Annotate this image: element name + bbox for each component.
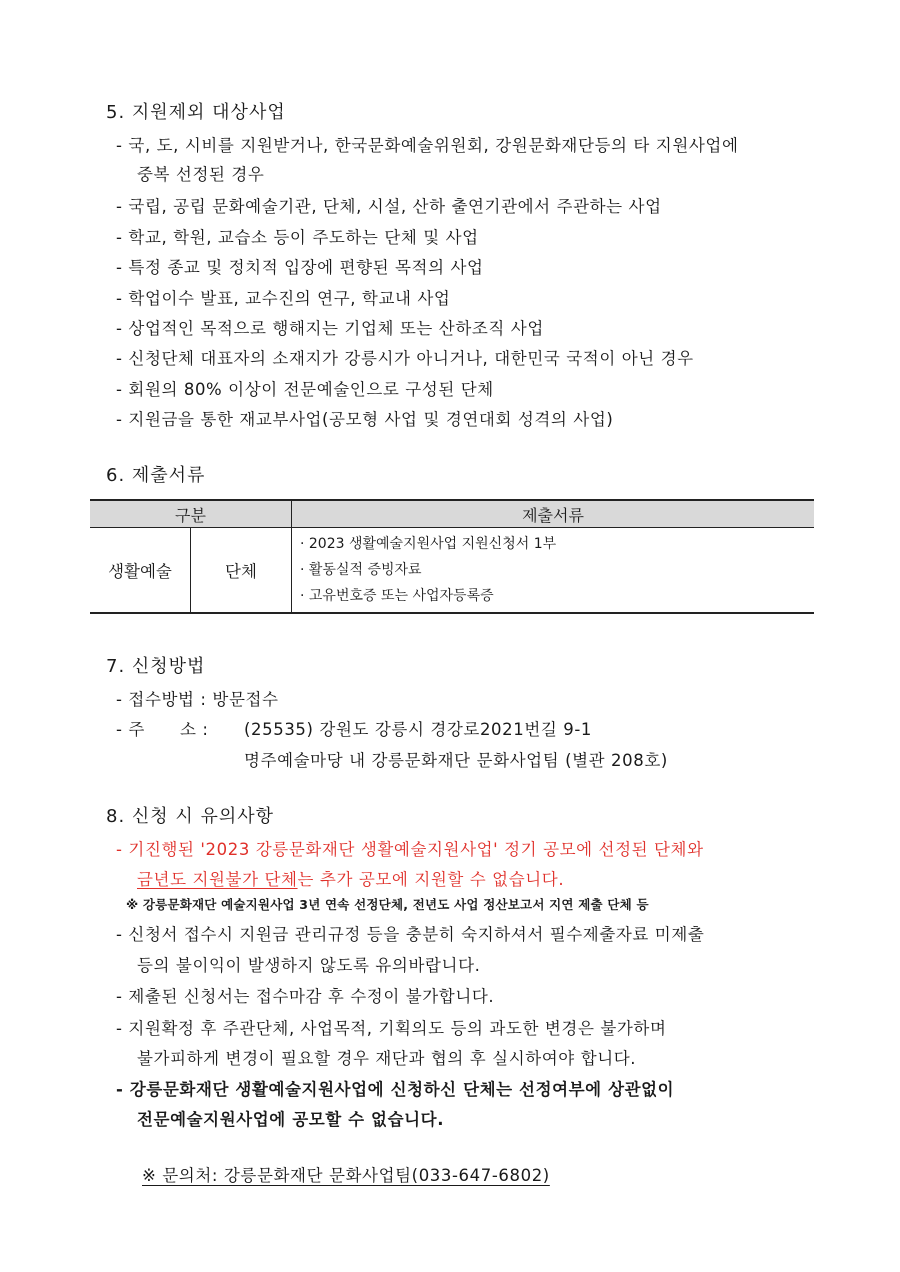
notice-item: - 제출된 신청서는 접수마감 후 수정이 불가합니다.: [116, 987, 495, 1006]
documents-table: [90, 499, 814, 614]
section5-item: - 특정 종교 및 정치적 입장에 편향된 목적의 사업: [116, 258, 484, 277]
notice-red-line-cont: [137, 866, 564, 890]
section5-item: - 국, 도, 시비를 지원받거나, 한국문화예술위원회, 강원문화재단등의 타 지원사업에: [116, 136, 739, 155]
section7-title: 7. 신청방법: [106, 656, 206, 677]
section8-title: 8. 신청 시 유의사항: [106, 806, 275, 827]
section5-item: - 신청단체 대표자의 소재지가 강릉시가 아니거나, 대한민국 국적이 아닌 경우: [116, 349, 694, 368]
notice-item-cont: 등의 불이익이 발생하지 않도록 유의바랍니다.: [137, 956, 481, 975]
table-header-row: [90, 500, 814, 528]
table-header-category: 구분: [90, 500, 292, 528]
table-header-documents: 제출서류: [292, 500, 815, 528]
section6-title: 6. 제출서류: [106, 465, 206, 486]
subcategory-cell: 단체: [191, 528, 292, 614]
notice-red-line: - 기진행된 '2023 강릉문화재단 생활예술지원사업' 정기 공모에 선정된 단체와: [116, 840, 704, 859]
notice-item: - 신청서 접수시 지원금 관리규정 등을 충분히 숙지하셔서 필수제출자료 미제출: [116, 925, 705, 944]
category-cell: 생활예술: [90, 528, 191, 614]
section5-title: 5. 지원제외 대상사업: [106, 102, 286, 123]
ineligible-underlined: 금년도 지원불가 단체: [137, 870, 298, 889]
section5-item: - 국립, 공립 문화예술기관, 단체, 시설, 산하 출연기관에서 주관하는 사업: [116, 197, 662, 216]
inquiry-contact: ※ 문의처: 강릉문화재단 문화사업팀(033-647-6802): [142, 1166, 550, 1185]
section5-item: - 학업이수 발표, 교수진의 연구, 학교내 사업: [116, 289, 451, 308]
document-item: · 활동실적 증빙자료: [300, 562, 422, 578]
section5-item-cont: 중복 선정된 경우: [137, 165, 265, 184]
table-row: [90, 528, 814, 614]
address-label: - 주 소 :: [116, 720, 209, 739]
section5-item: - 상업적인 목적으로 행해지는 기업체 또는 산하조직 사업: [116, 319, 544, 338]
section5-item: - 회원의 80% 이상이 전문예술인으로 구성된 단체: [116, 380, 494, 399]
notice-item: - 지원확정 후 주관단체, 사업목적, 기획의도 등의 과도한 변경은 불가하며: [116, 1019, 667, 1038]
notice-bold-line-cont: 전문예술지원사업에 공모할 수 없습니다.: [137, 1110, 445, 1129]
address-line2: 명주예술마당 내 강릉문화재단 문화사업팀 (별관 208호): [244, 751, 668, 770]
ineligible-note: ※ 강릉문화재단 예술지원사업 3년 연속 선정단체, 전년도 사업 정산보고서 지연 제출 단체 등: [126, 897, 649, 912]
document-item: · 2023 생활예술지원사업 지원신청서 1부: [300, 536, 557, 552]
document-item: · 고유번호증 또는 사업자등록증: [300, 588, 494, 604]
notice-item-cont: 불가피하게 변경이 필요할 경우 재단과 협의 후 실시하여야 합니다.: [137, 1049, 637, 1068]
notice-bold-line: - 강릉문화재단 생활예술지원사업에 신청하신 단체는 선정여부에 상관없이: [116, 1080, 675, 1099]
documents-cell: [292, 528, 815, 614]
ineligible-rest: 는 추가 공모에 지원할 수 없습니다.: [297, 870, 565, 889]
section5-item: - 학교, 학원, 교습소 등이 주도하는 단체 및 사업: [116, 228, 479, 247]
address-line1: (25535) 강원도 강릉시 경강로2021번길 9-1: [244, 720, 593, 739]
application-method: - 접수방법 : 방문접수: [116, 690, 279, 709]
section5-item: - 지원금을 통한 재교부사업(공모형 사업 및 경연대회 성격의 사업): [116, 410, 614, 429]
